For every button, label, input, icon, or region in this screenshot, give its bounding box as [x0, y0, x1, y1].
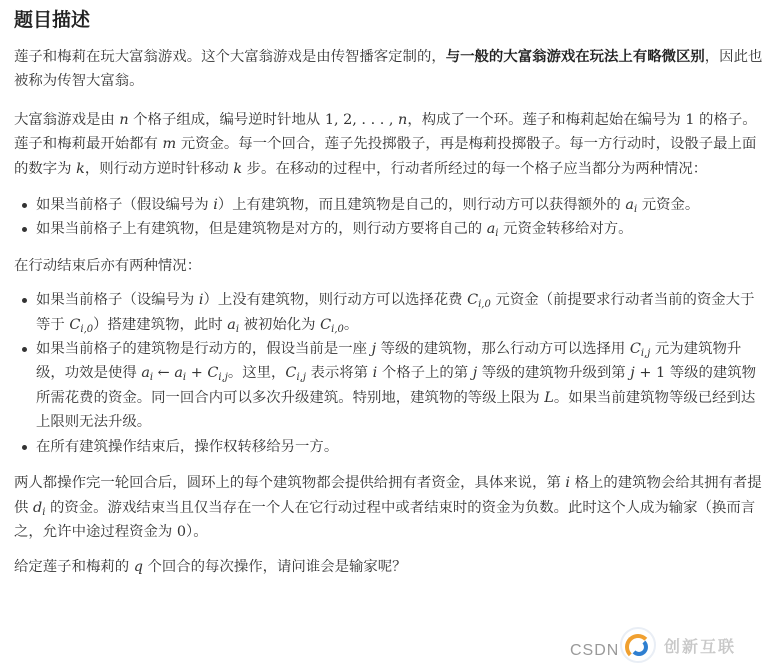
math-q: q	[133, 559, 143, 576]
text: ）上有建筑物，而且建筑物是自己的，则行动方可以获得额外的	[217, 197, 626, 214]
math-d-i: $d_i$	[32, 499, 46, 518]
list-item: 在所有建筑操作结束后，操作权转移给另一方。	[14, 435, 766, 459]
math-L: L	[544, 389, 554, 406]
watermark	[568, 619, 778, 671]
text: 大富翁游戏是由	[14, 111, 120, 128]
text: 等级的建筑物升级到第	[477, 365, 631, 382]
list-item	[14, 288, 766, 337]
text: 的资金。游戏结束当且仅当存在一个人在它行动过程中或者结束时的资金为负数。此时这个人成为输家（换而言之，允许中途过程资金为	[14, 499, 756, 540]
math-n: n	[398, 111, 408, 128]
math-zero: 0	[176, 523, 187, 540]
intro-text: 莲子和梅莉在玩大富翁游戏。这个大富翁游戏是由传智播客定制的，	[14, 49, 446, 65]
text: 步。在移动的过程中，行动者所经过的每一个格子应当都分为两种情况：	[242, 160, 708, 177]
text: 个回合的每次操作，请问谁会是输家呢？	[142, 559, 407, 576]
after-action-paragraph: 在行动结束后亦有两种情况：	[14, 257, 202, 274]
text: 元资金。	[637, 197, 700, 214]
text: 。这里，	[227, 365, 286, 382]
text: ）搭建建筑物，此时	[93, 316, 228, 333]
text: 元资金（前提要求行动者当前的资金大于等于	[36, 292, 755, 333]
math-a-i: $a_i$	[625, 197, 638, 216]
text: 两人都操作完一轮回合后，圆环上的每个建筑物都会提供给拥有者资金，具体来说，第	[14, 475, 566, 492]
text: 。如果当前建筑物等级已经到达上限则无法升级。	[36, 389, 756, 431]
math-c: $C_{i,j}$	[285, 365, 306, 384]
brand-logo-icon	[620, 627, 656, 663]
math-k: k	[76, 160, 85, 177]
after-action-list	[14, 288, 766, 459]
income-paragraph	[14, 471, 766, 544]
text: 格上的建筑物会给其拥有者提供	[14, 475, 762, 516]
math-i: i	[213, 197, 218, 214]
text: 给定莲子和梅莉的	[14, 559, 134, 576]
brand-watermark-text: 创新互联	[664, 637, 737, 656]
list-item	[14, 217, 766, 241]
text: 元资金转移给对方。	[498, 221, 633, 238]
intro-paragraph	[14, 45, 766, 94]
text: ，构成了一个环。莲子和梅莉起始在编号为	[407, 111, 686, 128]
intro-text-end: ，因此也被称为传智大富翁。	[14, 49, 763, 90]
text: ，则行动方逆时针移动	[84, 160, 234, 177]
math-k: k	[233, 160, 243, 177]
text: 个格子组成，编号逆时针地从	[128, 111, 325, 128]
text: 等级的建筑物所需花费的资金。同一回合内可以多次升级建筑。特别地，建筑物的等级上限为	[36, 365, 757, 406]
passing-cases-list	[14, 193, 766, 242]
question-paragraph	[14, 555, 766, 579]
math-i: i	[198, 292, 204, 309]
text: 被初始化为	[239, 316, 321, 333]
intro-bold-text: 与一般的大富翁游戏在玩法上有略微区别	[445, 49, 705, 65]
text: 如果当前格子（假设编号为	[36, 197, 214, 214]
math-i: i	[565, 475, 571, 492]
text: ）。	[186, 523, 208, 540]
math-sequence: 1, 2, . . . ,	[324, 111, 399, 128]
math-j: j	[371, 341, 377, 358]
text: 表示将第	[305, 365, 373, 382]
math-plus-one: + 1	[634, 365, 666, 382]
rules-paragraph	[14, 108, 766, 181]
math-n: n	[119, 111, 129, 128]
math-m: m	[162, 136, 177, 153]
math-formula: $a_i$ ← $a_i + C_{i,j}$	[141, 365, 228, 384]
section-title: 题目描述	[14, 9, 91, 31]
text: 如果当前格子（设编号为	[36, 292, 199, 309]
list-item	[14, 193, 766, 217]
text: 个格子上的第	[377, 365, 473, 382]
math-a-i: $a_i$	[227, 316, 240, 335]
text: 如果当前格子上有建筑物，但是建筑物是对方的，则行动方要将自己的	[36, 221, 487, 238]
text: 的格子。莲子和梅莉最开始都有	[14, 111, 757, 153]
text: 如果当前格子的建筑物是行动方的，假设当前是一座	[36, 341, 372, 358]
math-a-i: $a_i$	[486, 221, 499, 240]
text: 。	[343, 316, 359, 333]
math-c: $C_{i,0}$	[69, 316, 94, 335]
text: 元为建筑物升级，功效是使得	[36, 341, 742, 382]
text: 等级的建筑物，那么行动方可以选择用	[376, 341, 630, 358]
csdn-watermark: CSDN	[570, 642, 620, 659]
problem-description	[14, 4, 766, 580]
list-item	[14, 337, 766, 435]
math-j: j	[630, 365, 635, 382]
text: ）上没有建筑物，则行动方可以选择花费	[203, 292, 468, 309]
math-c: $C_{i,0}$	[320, 316, 344, 335]
math-j: j	[472, 365, 478, 382]
math-i: i	[372, 365, 378, 382]
math-c: $C_{i,0}$	[467, 292, 491, 311]
text: 元资金。每一个回合，莲子先投掷骰子，再是梅莉投掷骰子。每一方行动时，设骰子最上面的数字为	[14, 136, 757, 177]
math-one: 1	[685, 111, 695, 128]
math-c: $C_{i,j}$	[629, 341, 651, 360]
